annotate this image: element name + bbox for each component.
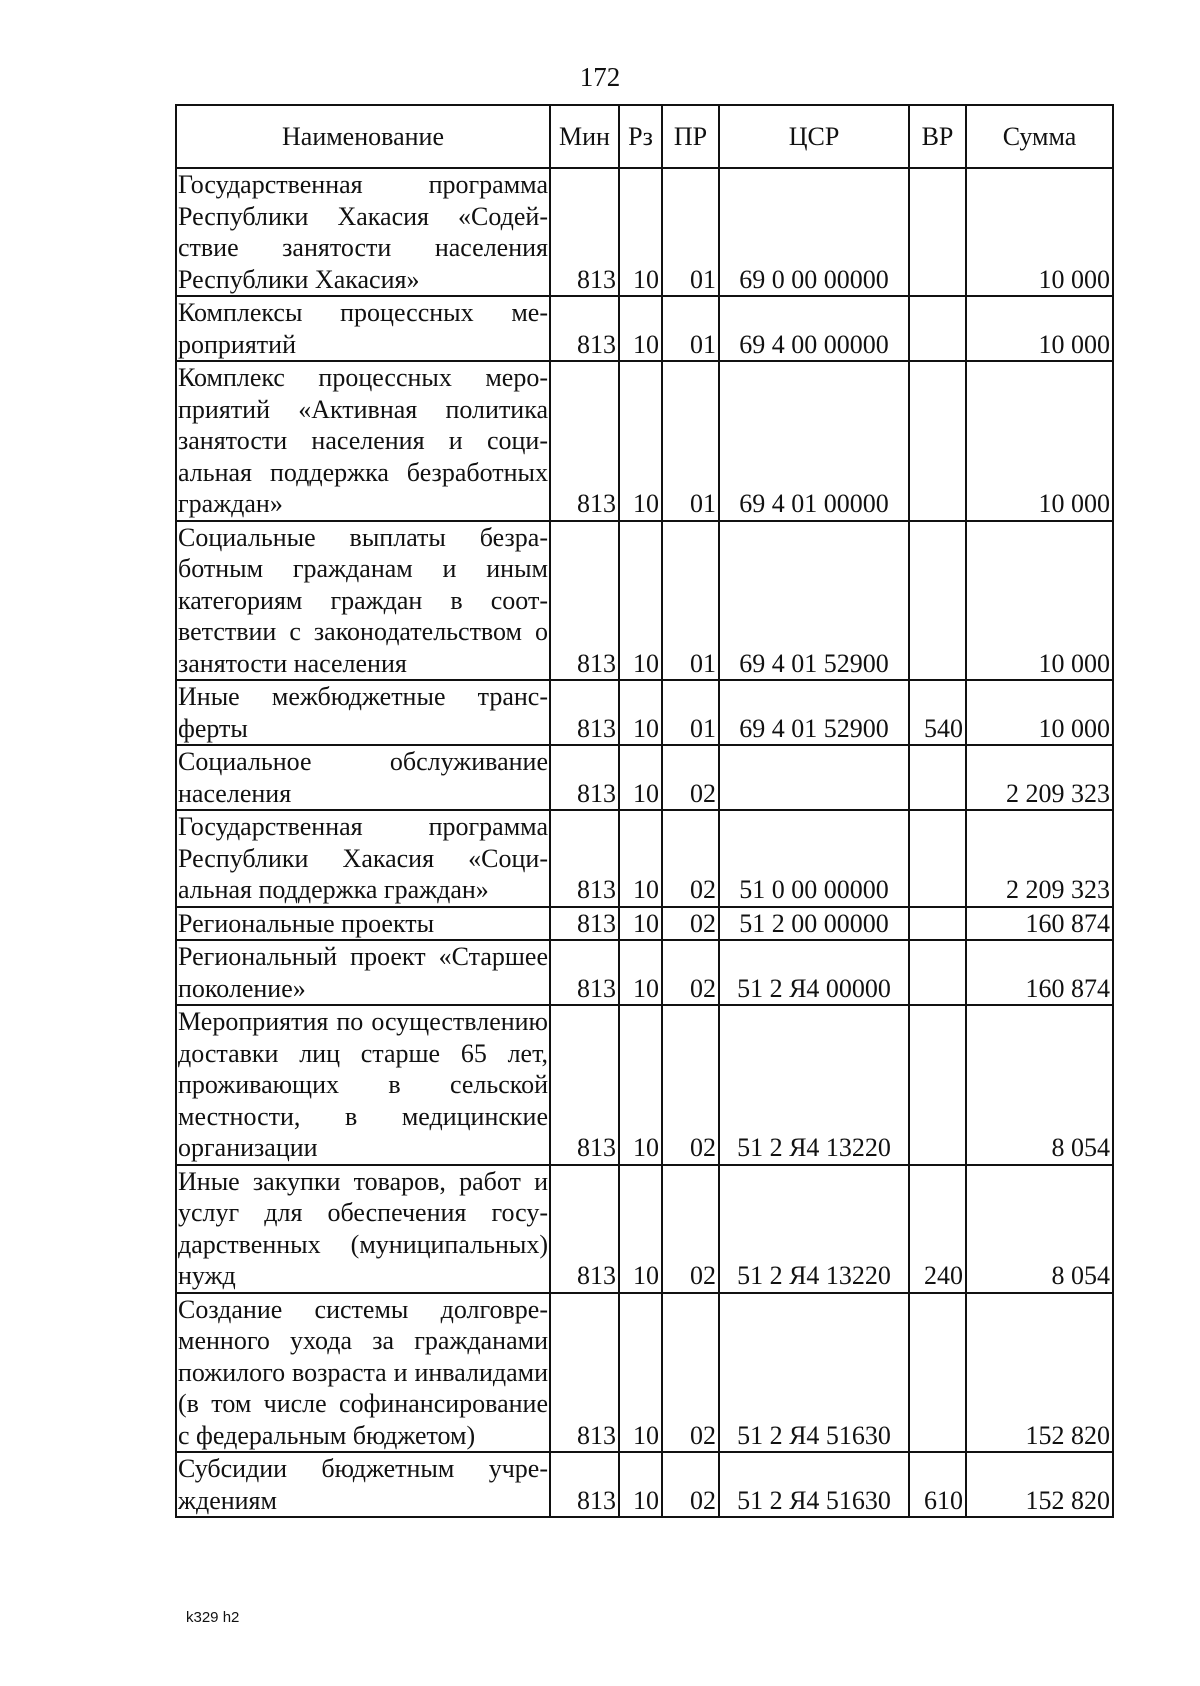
row-min-cell: 813 — [550, 1165, 619, 1293]
row-pr-cell: 02 — [662, 940, 719, 1005]
row-rz-cell: 10 — [619, 745, 662, 810]
row-rz-cell: 10 — [619, 680, 662, 745]
row-pr-cell: 02 — [662, 810, 719, 907]
header-vr: ВР — [909, 105, 966, 168]
row-rz-cell: 10 — [619, 521, 662, 681]
row-sum-cell: 8 054 — [966, 1165, 1113, 1293]
row-pr-cell: 02 — [662, 1165, 719, 1293]
row-csr-cell: 51 2 00 00000 — [719, 907, 909, 941]
row-min-cell: 813 — [550, 1005, 619, 1165]
row-csr-cell: 51 0 00 00000 — [719, 810, 909, 907]
row-name-cell: Субсидии бюджетным учреждениям — [176, 1452, 550, 1517]
row-sum-cell: 10 000 — [966, 680, 1113, 745]
budget-table — [175, 104, 1114, 1518]
row-pr-cell: 01 — [662, 168, 719, 296]
row-pr-cell: 01 — [662, 521, 719, 681]
row-sum-cell: 10 000 — [966, 168, 1113, 296]
header-pr: ПР — [662, 105, 719, 168]
row-name-cell: Мероприятия по осуществлению доставки лиц старше 65 лет, проживающих в сельской местности, в медицинские организации — [176, 1005, 550, 1165]
header-sum: Сумма — [966, 105, 1113, 168]
row-name-cell: Создание системы долговременного ухода за гражданами пожилого возраста и инвалидами (в том числе софинансирование с федеральным бюджетом) — [176, 1293, 550, 1453]
table-row — [176, 680, 1113, 745]
table-header-row — [176, 105, 1113, 168]
table-row — [176, 1452, 1113, 1517]
row-name-cell: Иные межбюджетные трансферты — [176, 680, 550, 745]
row-name-cell: Социальное обслуживание населения — [176, 745, 550, 810]
table-row — [176, 1293, 1113, 1453]
row-vr-cell: 240 — [909, 1165, 966, 1293]
table-row — [176, 745, 1113, 810]
table-row — [176, 1165, 1113, 1293]
row-rz-cell: 10 — [619, 907, 662, 941]
row-min-cell: 813 — [550, 361, 619, 521]
row-min-cell: 813 — [550, 168, 619, 296]
row-csr-cell: 51 2 Я4 13220 — [719, 1165, 909, 1293]
row-sum-cell: 10 000 — [966, 521, 1113, 681]
footer-code: k329 h2 — [186, 1609, 240, 1626]
row-rz-cell: 10 — [619, 940, 662, 1005]
row-min-cell: 813 — [550, 521, 619, 681]
header-min: Мин — [550, 105, 619, 168]
row-sum-cell: 152 820 — [966, 1452, 1113, 1517]
row-csr-cell: 69 4 01 00000 — [719, 361, 909, 521]
page-number: 172 — [579, 62, 621, 92]
row-pr-cell: 01 — [662, 680, 719, 745]
row-vr-cell — [909, 1293, 966, 1453]
row-csr-cell: 51 2 Я4 00000 — [719, 940, 909, 1005]
row-rz-cell: 10 — [619, 1452, 662, 1517]
row-pr-cell: 02 — [662, 1293, 719, 1453]
row-vr-cell — [909, 940, 966, 1005]
table-row — [176, 168, 1113, 296]
row-vr-cell — [909, 296, 966, 361]
row-vr-cell: 540 — [909, 680, 966, 745]
row-vr-cell — [909, 1005, 966, 1165]
row-sum-cell: 152 820 — [966, 1293, 1113, 1453]
row-vr-cell — [909, 745, 966, 810]
table-row — [176, 940, 1113, 1005]
row-rz-cell: 10 — [619, 361, 662, 521]
row-pr-cell: 01 — [662, 361, 719, 521]
row-pr-cell: 02 — [662, 907, 719, 941]
row-csr-cell: 69 4 00 00000 — [719, 296, 909, 361]
row-rz-cell: 10 — [619, 1165, 662, 1293]
row-vr-cell — [909, 907, 966, 941]
row-vr-cell — [909, 361, 966, 521]
table-body — [176, 168, 1113, 1517]
row-pr-cell: 02 — [662, 1005, 719, 1165]
row-name-cell: Социальные выплаты безработным гражданам и иным категориям граждан в соответствии с законодательством о занятости населения — [176, 521, 550, 681]
row-rz-cell: 10 — [619, 168, 662, 296]
table-row — [176, 521, 1113, 681]
row-sum-cell: 8 054 — [966, 1005, 1113, 1165]
header-rz: Рз — [619, 105, 662, 168]
row-min-cell: 813 — [550, 680, 619, 745]
row-sum-cell: 2 209 323 — [966, 745, 1113, 810]
row-pr-cell: 02 — [662, 1452, 719, 1517]
row-vr-cell — [909, 168, 966, 296]
header-name: Наименование — [176, 105, 550, 168]
row-sum-cell: 2 209 323 — [966, 810, 1113, 907]
row-min-cell: 813 — [550, 1452, 619, 1517]
row-sum-cell: 160 874 — [966, 940, 1113, 1005]
row-rz-cell: 10 — [619, 1293, 662, 1453]
row-name-cell: Государственная программа Республики Хакасия «Содействие занятости населения Республики Хакасия» — [176, 168, 550, 296]
row-pr-cell: 02 — [662, 745, 719, 810]
row-sum-cell: 160 874 — [966, 907, 1113, 941]
table-row — [176, 810, 1113, 907]
row-name-cell: Региональный проект «Старшее поколение» — [176, 940, 550, 1005]
row-min-cell: 813 — [550, 745, 619, 810]
table-row — [176, 1005, 1113, 1165]
table-row — [176, 296, 1113, 361]
row-rz-cell: 10 — [619, 1005, 662, 1165]
row-csr-cell: 69 4 01 52900 — [719, 521, 909, 681]
row-vr-cell — [909, 810, 966, 907]
row-min-cell: 813 — [550, 907, 619, 941]
row-sum-cell: 10 000 — [966, 361, 1113, 521]
row-csr-cell: 69 0 00 00000 — [719, 168, 909, 296]
row-rz-cell: 10 — [619, 296, 662, 361]
row-pr-cell: 01 — [662, 296, 719, 361]
table-row — [176, 907, 1113, 941]
table-row — [176, 361, 1113, 521]
row-min-cell: 813 — [550, 810, 619, 907]
row-csr-cell: 51 2 Я4 13220 — [719, 1005, 909, 1165]
row-csr-cell: 69 4 01 52900 — [719, 680, 909, 745]
row-csr-cell: 51 2 Я4 51630 — [719, 1452, 909, 1517]
row-min-cell: 813 — [550, 1293, 619, 1453]
row-rz-cell: 10 — [619, 810, 662, 907]
row-csr-cell — [719, 745, 909, 810]
row-min-cell: 813 — [550, 940, 619, 1005]
row-name-cell: Государственная программа Республики Хакасия «Социальная поддержка граждан» — [176, 810, 550, 907]
row-csr-cell: 51 2 Я4 51630 — [719, 1293, 909, 1453]
row-vr-cell — [909, 521, 966, 681]
row-vr-cell: 610 — [909, 1452, 966, 1517]
row-name-cell: Региональные проекты — [176, 907, 550, 941]
row-min-cell: 813 — [550, 296, 619, 361]
row-name-cell: Комплексы процессных мероприятий — [176, 296, 550, 361]
header-csr: ЦСР — [719, 105, 909, 168]
row-name-cell: Комплекс процессных мероприятий «Активная политика занятости населения и социальная поддержка безработных граждан» — [176, 361, 550, 521]
row-name-cell: Иные закупки товаров, работ и услуг для обеспечения государственных (муниципальных) нужд — [176, 1165, 550, 1293]
row-sum-cell: 10 000 — [966, 296, 1113, 361]
